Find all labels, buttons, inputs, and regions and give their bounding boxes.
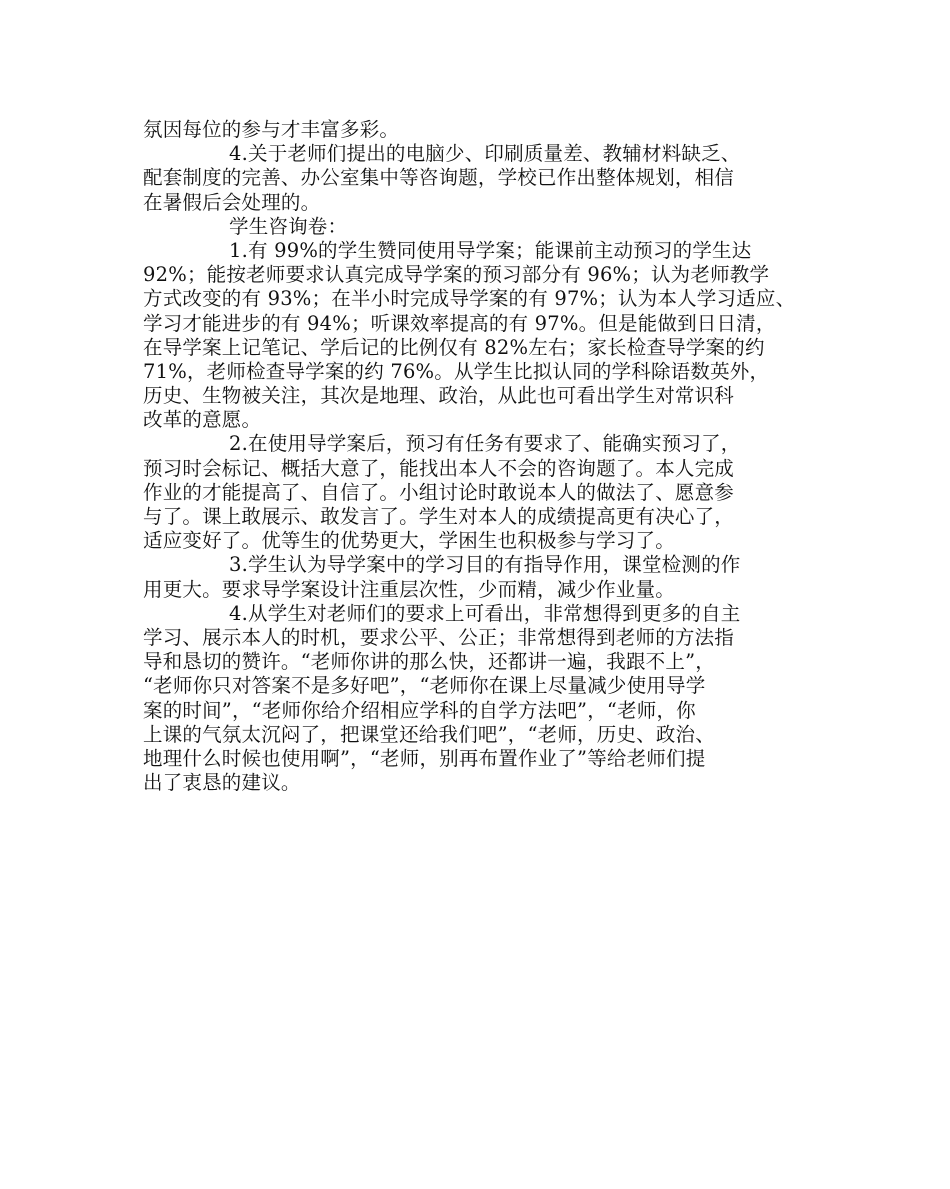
text-line: 出了衷恳的建议。 — [143, 771, 301, 795]
text-line: 4.从学生对老师们的要求上可看出，非常想得到更多的自主 — [229, 601, 741, 625]
text-line: 92%；能按老师要求认真完成导学案的预习部分有 96%；认为老师教学 — [143, 263, 770, 287]
text-line: 导和恳切的赞许。“老师你讲的那么快，还都讲一遍，我跟不上”， — [143, 650, 715, 674]
text-line: 适应变好了。优等生的优势更大，学困生也积极参与学习了。 — [143, 529, 675, 553]
text-line: 上课的气氛太沉闷了，把课堂还给我们吧”，“老师，历史、政治、 — [143, 722, 715, 746]
text-line: 氛因每位的参与才丰富多彩。 — [143, 118, 400, 141]
text-line: 在暑假后会处理的。 — [143, 190, 321, 214]
text-line: 地理什么时候也使用啊”，“老师，别再布置作业了”等给老师们提 — [143, 746, 706, 770]
text-line: 作业的才能提高了、自信了。小组讨论时敢说本人的做法了、愿意参 — [143, 480, 735, 504]
document-body — [143, 118, 815, 795]
text-line: 配套制度的完善、办公室集中等咨询题，学校已作出整体规划，相信 — [143, 166, 735, 190]
section-heading: 学生咨询卷： — [229, 214, 348, 238]
text-line: 预习时会标记、概括大意了，能找出本人不会的咨询题了。本人完成 — [143, 456, 735, 480]
text-line: 71%，老师检查导学案的约 76%。从学生比拟认同的学科除语数英外， — [143, 359, 770, 383]
text-line: 历史、生物被关注，其次是地理、政治，从此也可看出学生对常识科 — [143, 384, 735, 408]
text-line: 改革的意愿。 — [143, 408, 262, 432]
text-line: 3.学生认为导学案中的学习目的有指导作用，课堂检测的作 — [229, 553, 741, 577]
text-line: 学习才能进步的有 94%；听课效率提高的有 97%。但是能做到日日清， — [143, 311, 776, 335]
text-line: 2.在使用导学案后，预习有任务有要求了、能确实预习了， — [229, 432, 741, 456]
text-line: 4.关于老师们提出的电脑少、印刷质量差、教辅材料缺乏、 — [229, 142, 741, 166]
text-line: 学习、展示本人的时机，要求公平、公正；非常想得到老师的方法指 — [143, 625, 735, 649]
text-line: 用更大。要求导学案设计注重层次性，少而精，减少作业量。 — [143, 577, 675, 601]
text-line: 案的时间”，“老师你给介绍相应学科的自学方法吧”，“老师，你 — [143, 698, 696, 722]
text-line: 与了。课上敢展示、敢发言了。学生对本人的成绩提高更有决心了， — [143, 505, 735, 528]
text-line: 在导学案上记笔记、学后记的比例仅有 82%左右；家长检查导学案的约 — [143, 335, 765, 359]
text-line: 方式改变的有 93%；在半小时完成导学案的有 97%；认为本人学习适应、 — [143, 287, 796, 311]
text-line: 1.有 99%的学生赞同使用导学案；能课前主动预习的学生达 — [229, 238, 752, 262]
text-line: “老师你只对答案不是多好吧”，“老师你在课上尽量减少使用导学 — [143, 674, 706, 698]
